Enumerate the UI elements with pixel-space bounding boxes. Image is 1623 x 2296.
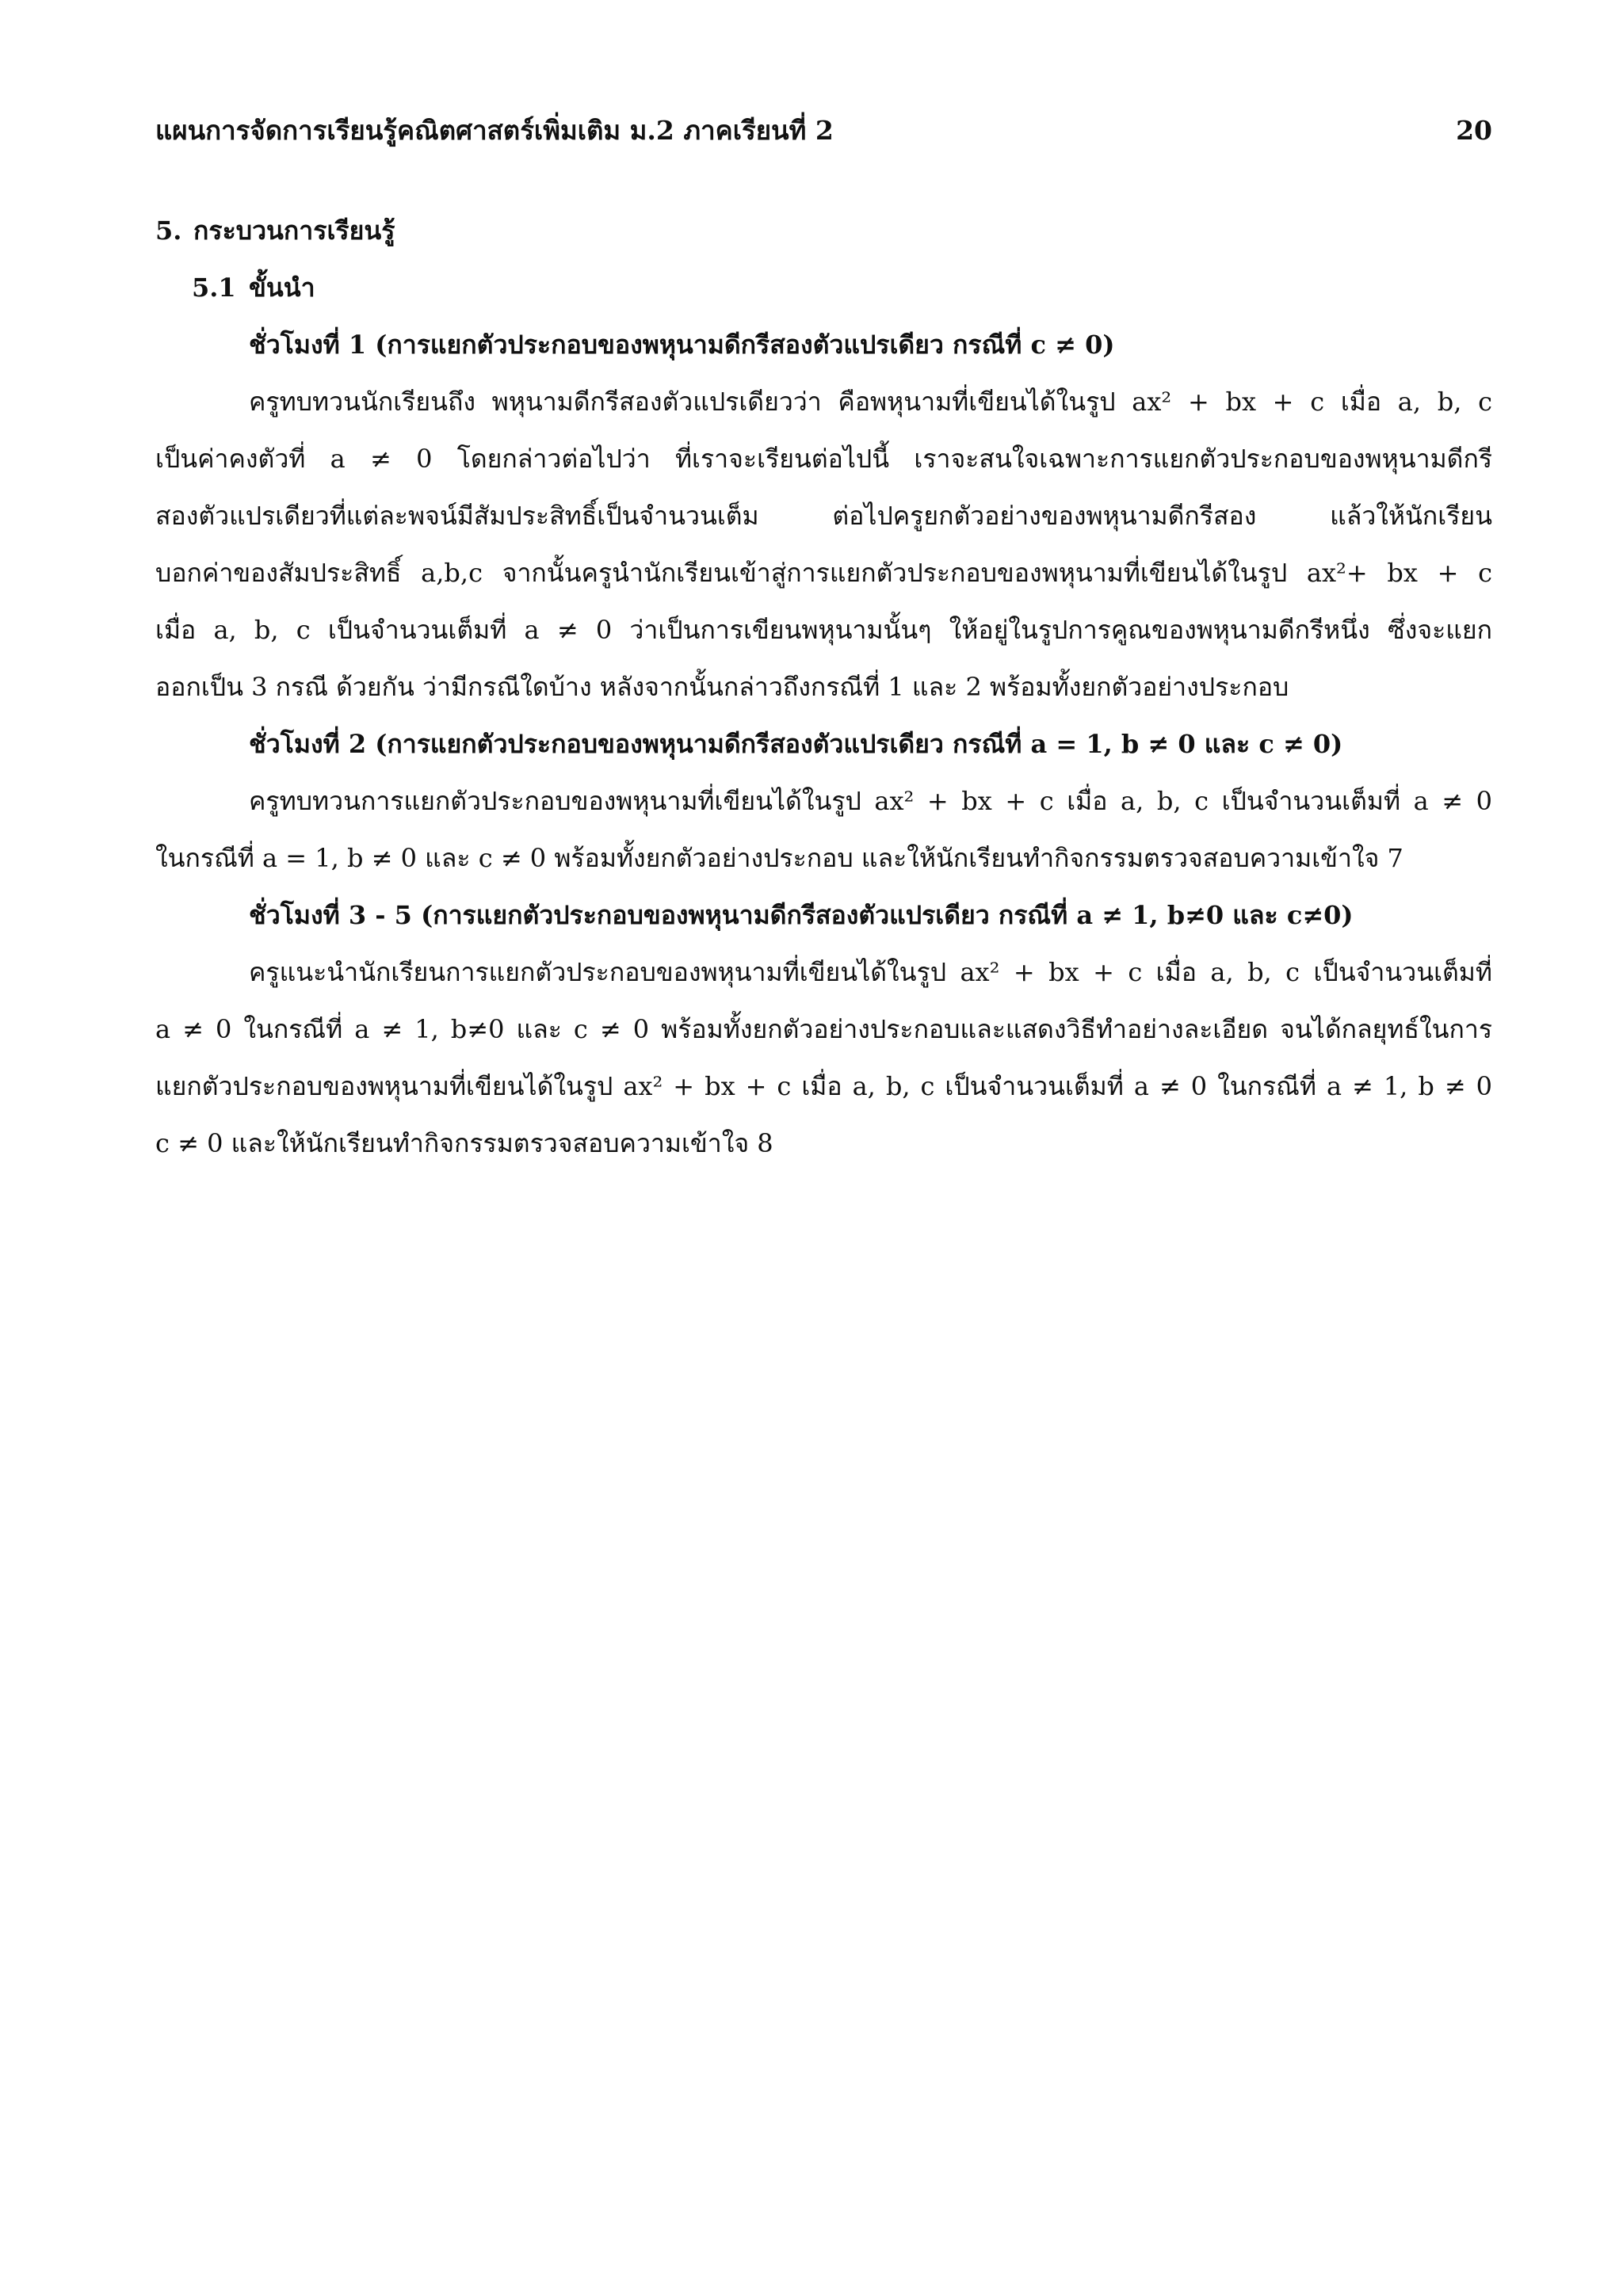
section-heading <box>155 202 1492 259</box>
paragraph-line: a ≠ 0 ในกรณีที่ a ≠ 1, b≠0 และ c ≠ 0 พร้อมทั้งยกตัวอย่างประกอบและแสดงวิธีทำอย่างละเอียด จนได้กลยุทธ์ในการ <box>155 1014 1492 1044</box>
section-number: 5. <box>155 215 182 246</box>
paragraph-line: บอกค่าของสัมประสิทธิ์ a,b,c จากนั้นครูนำนักเรียนเข้าสู่การแยกตัวประกอบของพหุนามที่เขียนได้ในรูป ax²+ bx + c <box>155 558 1492 588</box>
hour-1-paragraph <box>155 373 1492 715</box>
hour-2-heading: ชั่วโมงที่ 2 (การแยกตัวประกอบของพหุนามดีกรีสองตัวแปรเดียว กรณีที่ a = 1, b ≠ 0 และ c ≠ 0) <box>249 729 1343 759</box>
paragraph-line-last: c ≠ 0 และให้นักเรียนทำกิจกรรมตรวจสอบความเข้าใจ 8 <box>155 1128 773 1158</box>
paragraph-line: แยกตัวประกอบของพหุนามที่เขียนได้ในรูป ax² + bx + c เมื่อ a, b, c เป็นจำนวนเต็มที่ a ≠ 0 ในกรณีที่ a ≠ 1, b ≠ 0 <box>155 1071 1492 1101</box>
header-title: แผนการจัดการเรียนรู้คณิตศาสตร์เพิ่มเติม ม.2 ภาคเรียนที่ 2 <box>155 115 834 146</box>
paragraph-line-last: ในกรณีที่ a = 1, b ≠ 0 และ c ≠ 0 พร้อมทั้งยกตัวอย่างประกอบ และให้นักเรียนทำกิจกรรมตรวจสอบความเข้าใจ 7 <box>155 843 1403 873</box>
document-body <box>155 202 1492 1172</box>
paragraph-line: เมื่อ a, b, c เป็นจำนวนเต็มที่ a ≠ 0 ว่าเป็นการเขียนพหุนามนั้นๆ ให้อยู่ในรูปการคูณของพหุนามดีกรีหนึ่ง ซึ่งจะแยก <box>155 615 1492 645</box>
page-number: 20 <box>1456 115 1492 146</box>
paragraph-line: ครูแนะนำนักเรียนการแยกตัวประกอบของพหุนามที่เขียนได้ในรูป ax² + bx + c เมื่อ a, b, c เป็นจำนวนเต็มที่ <box>249 957 1492 987</box>
subsection-title: ขั้นนำ <box>249 273 315 303</box>
page-header <box>155 111 1492 151</box>
hour-3-5-paragraph <box>155 944 1492 1172</box>
paragraph-line: ครูทบทวนการแยกตัวประกอบของพหุนามที่เขียนได้ในรูป ax² + bx + c เมื่อ a, b, c เป็นจำนวนเต็มที่ a ≠ 0 <box>249 786 1492 816</box>
paragraph-line: ครูทบทวนนักเรียนถึง พหุนามดีกรีสองตัวแปรเดียวว่า คือพหุนามที่เขียนได้ในรูป ax² + bx + c เมื่อ a, b, c <box>249 387 1492 417</box>
paragraph-line-last: ออกเป็น 3 กรณี ด้วยกัน ว่ามีกรณีใดบ้าง หลังจากนั้นกล่าวถึงกรณีที่ 1 และ 2 พร้อมทั้งยกตัวอย่างประกอบ <box>155 672 1289 702</box>
section-title: กระบวนการเรียนรู้ <box>193 215 395 246</box>
subsection-heading <box>155 259 1492 316</box>
hour-3-5-heading: ชั่วโมงที่ 3 - 5 (การแยกตัวประกอบของพหุนามดีกรีสองตัวแปรเดียว กรณีที่ a ≠ 1, b≠0 และ c≠0) <box>249 900 1354 930</box>
subsection-number: 5.1 <box>192 273 236 303</box>
hour-2-paragraph <box>155 772 1492 887</box>
hour-1-heading: ชั่วโมงที่ 1 (การแยกตัวประกอบของพหุนามดีกรีสองตัวแปรเดียว กรณีที่ c ≠ 0) <box>249 330 1115 360</box>
paragraph-line: เป็นค่าคงตัวที่ a ≠ 0 โดยกล่าวต่อไปว่า ที่เราจะเรียนต่อไปนี้ เราจะสนใจเฉพาะการแยกตัวประกอบของพหุนามดีกรี <box>155 444 1492 474</box>
paragraph-line: สองตัวแปรเดียวที่แต่ละพจน์มีสัมประสิทธิ์เป็นจำนวนเต็ม ต่อไปครูยกตัวอย่างของพหุนามดีกรีสอง แล้วให้นักเรียน <box>155 501 1492 531</box>
